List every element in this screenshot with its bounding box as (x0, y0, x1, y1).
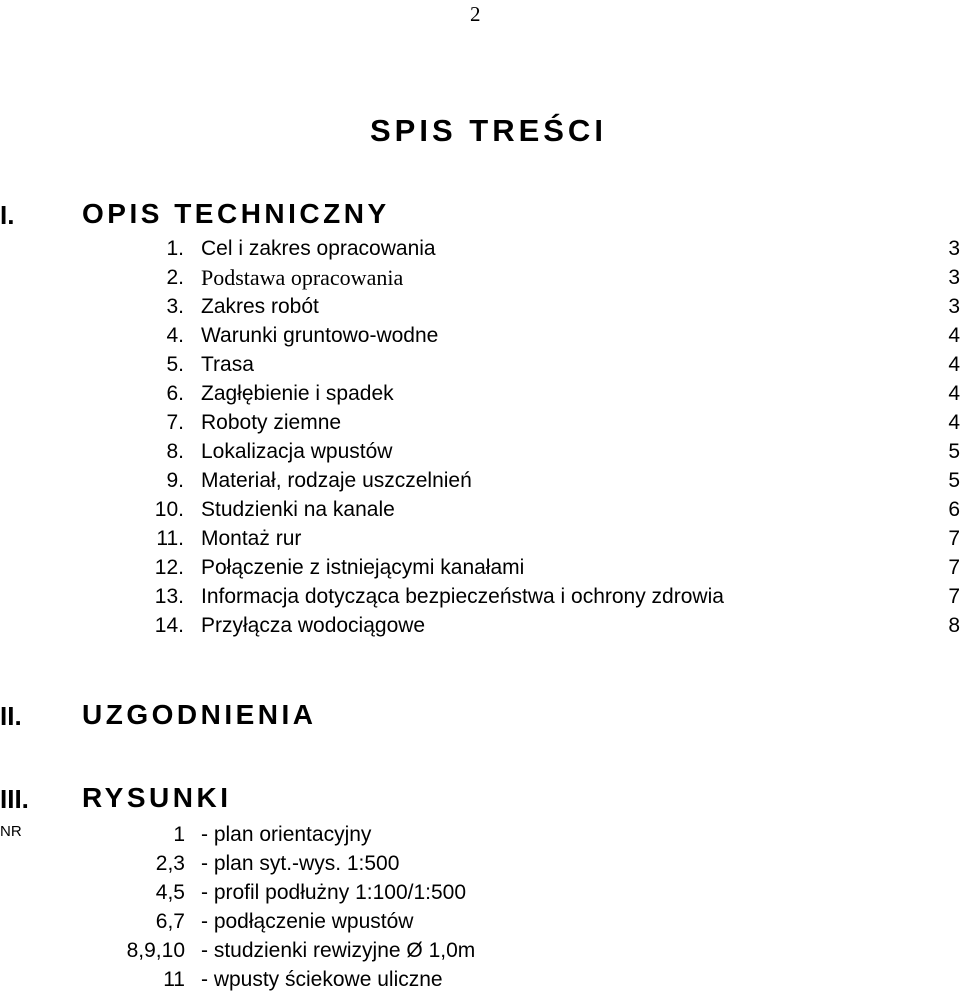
toc-entry-page: 7 (948, 585, 960, 608)
drawing-entry (0, 965, 960, 994)
toc-entry-label: Materiał, rodzaje uszczelnień (201, 469, 472, 492)
toc-entry-number: 1. (166, 237, 184, 260)
section-3-numeral: III. (0, 784, 29, 814)
toc-entry-page: 7 (948, 556, 960, 579)
section-1-numeral: I. (0, 200, 15, 230)
toc-entry-number: 9. (166, 469, 184, 492)
toc-entry-number: 6. (166, 382, 184, 405)
page-number: 2 (470, 2, 481, 26)
toc-entry (0, 408, 960, 437)
drawing-number: 11 (163, 968, 185, 991)
toc-entry-number: 3. (166, 295, 184, 318)
toc-entry-page: 4 (948, 353, 960, 376)
drawing-description: - profil podłużny 1:100/1:500 (201, 881, 467, 904)
toc-entry-page: 3 (948, 266, 960, 289)
toc-entry (0, 466, 960, 495)
toc-entry-label: Informacja dotycząca bezpieczeństwa i ochrony zdrowia (201, 585, 724, 608)
toc-entry-label: Cel i zakres opracowania (201, 237, 436, 260)
toc-entry-number: 10. (154, 498, 184, 521)
toc-entry-number: 5. (166, 353, 184, 376)
toc-entry-number: 8. (166, 440, 184, 463)
toc-entry-label: Roboty ziemne (201, 411, 342, 434)
toc-entry-page: 8 (948, 614, 960, 637)
toc-entry-label: Studzienki na kanale (201, 498, 395, 521)
document-title: SPIS TREŚCI (370, 113, 607, 148)
toc-entry-page: 6 (948, 498, 960, 521)
toc-entry (0, 350, 960, 379)
section-3-title: RYSUNKI (82, 782, 232, 813)
drawing-number: 2,3 (155, 852, 185, 875)
toc-entry-label: Warunki gruntowo-wodne (201, 324, 439, 347)
drawing-number: 4,5 (155, 881, 185, 904)
drawing-description: - studzienki rewizyjne Ø 1,0m (201, 939, 476, 962)
toc-entry-label: Zagłębienie i spadek (201, 382, 394, 405)
toc-entry-page: 3 (948, 295, 960, 318)
drawing-description: - wpusty ściekowe uliczne (201, 968, 443, 991)
toc-entry-label: Podstawa opracowania (201, 265, 404, 290)
toc-entry-page: 5 (948, 440, 960, 463)
drawing-entry (0, 907, 960, 936)
drawing-entry (0, 936, 960, 965)
drawing-description: - podłączenie wpustów (201, 910, 414, 933)
toc-entry (0, 553, 960, 582)
toc-entry-page: 7 (948, 527, 960, 550)
toc-entry-page: 4 (948, 382, 960, 405)
toc-entry-page: 4 (948, 411, 960, 434)
drawing-description: - plan syt.-wys. 1:500 (201, 852, 400, 875)
toc-entry-number: 14. (154, 614, 184, 637)
toc-entry (0, 611, 960, 640)
toc-entry-page: 5 (948, 469, 960, 492)
toc-entry-number: 2. (166, 266, 184, 289)
toc-entry (0, 292, 960, 321)
toc-entry (0, 379, 960, 408)
toc-entry (0, 437, 960, 466)
toc-entry-page: 3 (948, 237, 960, 260)
toc-entry (0, 582, 960, 611)
toc-entry-number: 4. (166, 324, 184, 347)
section-1-title: OPIS TECHNICZNY (82, 198, 390, 229)
toc-entry-number: 7. (166, 411, 184, 434)
toc-entry-page: 4 (948, 324, 960, 347)
toc-entry-label: Zakres robót (201, 295, 319, 318)
toc-entry-label: Przyłącza wodociągowe (201, 614, 426, 637)
toc-entry-label: Połączenie z istniejącymi kanałami (201, 556, 525, 579)
toc-entry (0, 495, 960, 524)
toc-entry (0, 234, 960, 263)
toc-entry-number: 12. (154, 556, 184, 579)
drawing-description: - plan orientacyjny (201, 823, 372, 846)
toc-entry-number: 13. (154, 585, 184, 608)
drawing-number: 8,9,10 (126, 939, 185, 962)
toc-entry (0, 524, 960, 553)
drawing-number: 6,7 (155, 910, 185, 933)
drawing-entry (0, 820, 960, 849)
toc-entry-label: Lokalizacja wpustów (201, 440, 393, 463)
drawings-nr-header: NR (0, 823, 22, 840)
drawing-entry (0, 849, 960, 878)
toc-entry-label: Trasa (201, 353, 254, 376)
drawing-entry (0, 878, 960, 907)
section-2-title: UZGODNIENIA (82, 699, 317, 730)
drawing-number: 1 (173, 823, 185, 846)
toc-entry (0, 263, 960, 292)
toc-entry-number: 11. (156, 527, 184, 550)
toc-entry (0, 321, 960, 350)
section-2-numeral: II. (0, 701, 22, 731)
toc-entry-label: Montaż rur (201, 527, 302, 550)
